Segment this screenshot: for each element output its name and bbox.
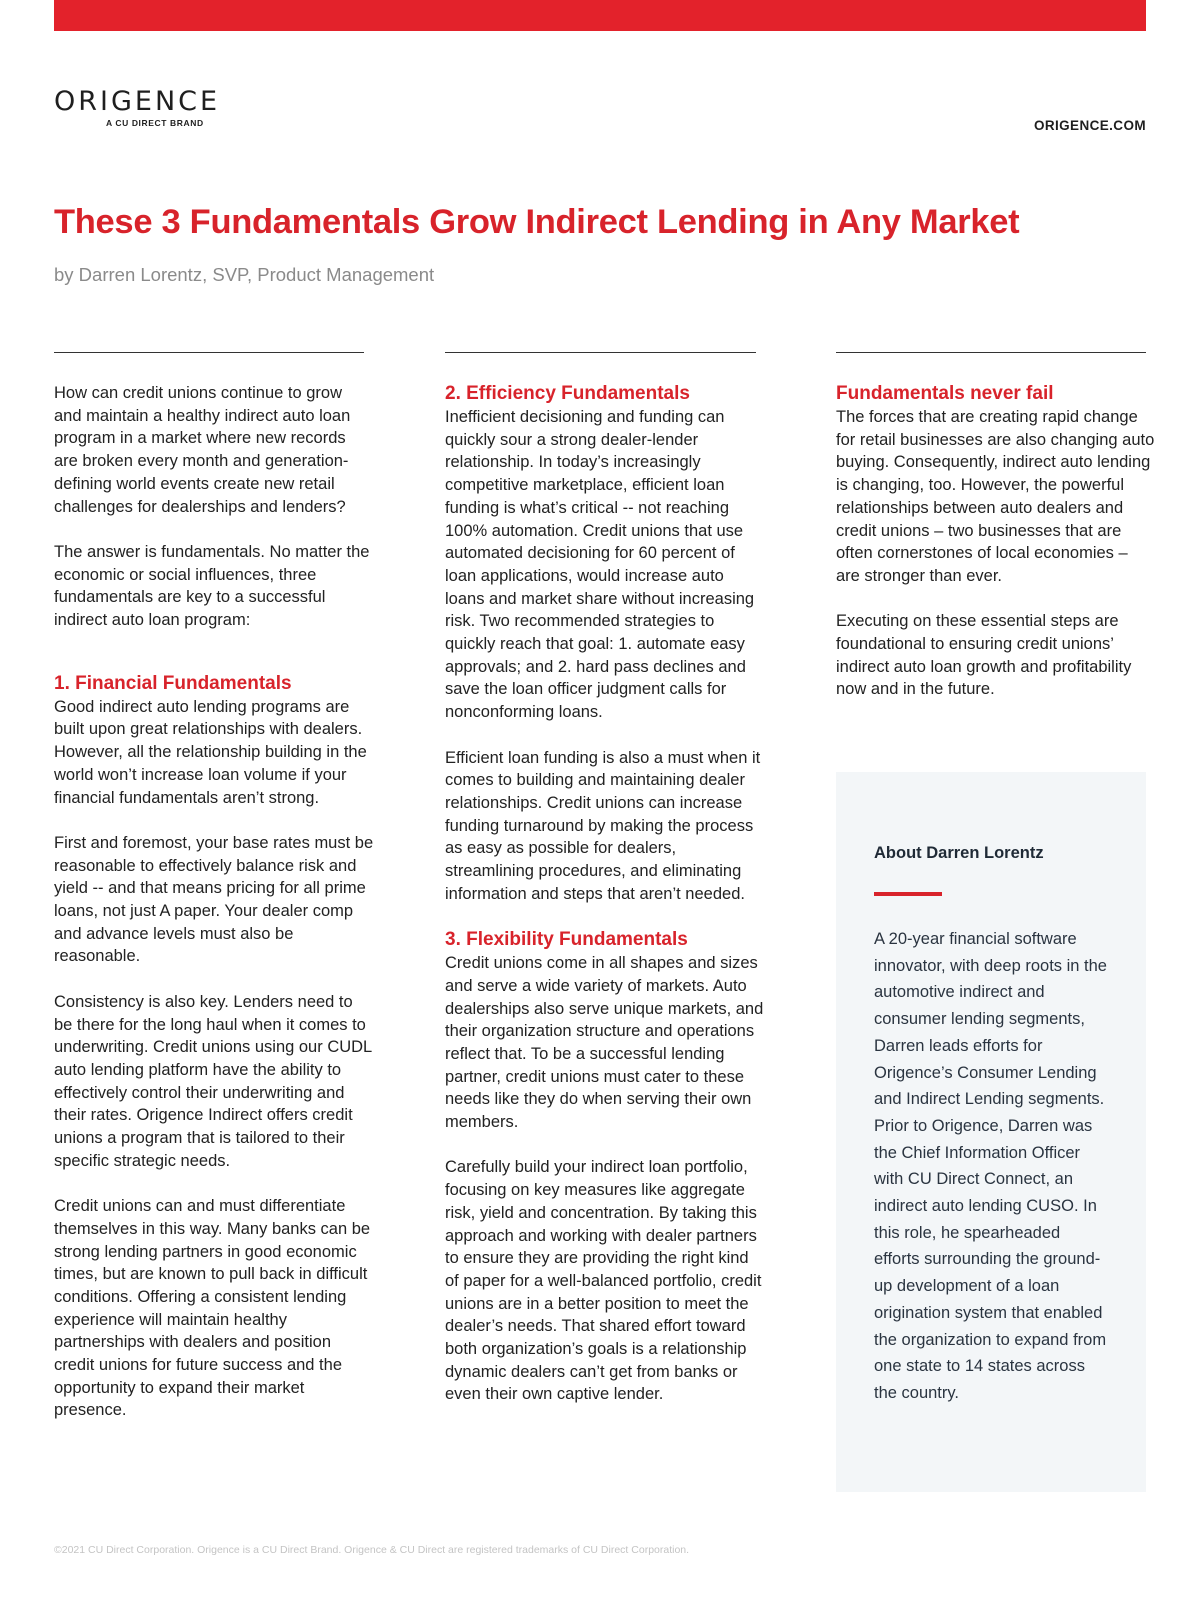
- section-heading-never-fail: Fundamentals never fail: [836, 383, 1054, 404]
- column-2: [445, 382, 765, 1429]
- body-paragraph: Carefully build your indirect loan portfolio, focusing on key measures like aggregate risk, yield and concentration. By taking this approach and working with dealer partners to ensure they are providing the right kind of paper for a well-balanced portfolio, credit unions are in a better position to meet the dealer’s needs. That shared effort toward both organization’s goals is a relationship dynamic dealers can’t get from banks or even their own captive lender.: [445, 1158, 762, 1404]
- section-heading-flexibility: 3. Flexibility Fundamentals: [445, 929, 688, 951]
- intro-paragraph: How can credit unions continue to grow and maintain a healthy indirect auto loan program in a market where new records are broken every month and generation-defining world events create new retail challenges for dealerships and lenders?: [54, 384, 351, 516]
- body-paragraph: First and foremost, your base rates must be reasonable to effectively balance risk and yield -- and that means pricing for all prime loans, not just A paper. Your dealer comp and advance levels must also be reasonable.: [54, 833, 374, 966]
- section-heading-financial: 1. Financial Fundamentals: [54, 672, 292, 694]
- body-paragraph: Credit unions can and must differentiate themselves in this way. Many banks can be strong lending partners in good economic times, but are known to pull back in difficult conditions. Offering a consistent lending experience will maintain healthy partnerships with dealers and position credit unions for future success and the opportunity to expand their market presence.: [54, 1197, 371, 1420]
- column-divider-3: [836, 352, 1146, 353]
- logo-tagline: A CU DIRECT BRAND: [106, 118, 204, 128]
- article-title: These 3 Fundamentals Grow Indirect Lending in Any Market: [54, 203, 1020, 241]
- copyright-footer: ©2021 CU Direct Corporation. Origence is a CU Direct Brand. Origence & CU Direct are registered trademarks of CU Direct Corporation.: [54, 1544, 690, 1556]
- about-author-bio: A 20-year financial software innovator, with deep roots in the automotive indirect and consumer lending segments, Darren leads efforts for Origence’s Consumer Lending and Indirect Lending segments. Prior to Origence, Darren was the Chief Information Officer with CU Direct Connect, an indirect auto lending CUSO. In this role, he spearheaded efforts surrounding the ground-up development of a loan origination system that enabled the organization to expand from one state to 14 states across the country.: [874, 930, 1107, 1402]
- body-paragraph: Credit unions come in all shapes and sizes and serve a wide variety of markets. Auto dealerships also serve unique markets, and their organization structure and operations reflect that. To be a successful lending partner, credit unions must cater to these needs like they do when serving their own members.: [445, 954, 764, 1132]
- body-paragraph: The forces that are creating rapid change for retail businesses are also changing auto buying. Consequently, indirect auto lending is changing, too. However, the powerful relationships between auto dealers and credit unions – two businesses that are often cornerstones of local economies – are stronger than ever.: [836, 408, 1155, 585]
- intro-paragraph: The answer is fundamentals. No matter the economic or social influences, three fundamentals are key to a successful indirect auto loan program:: [54, 542, 370, 630]
- column-divider-1: [54, 352, 364, 353]
- column-3: [836, 382, 1156, 724]
- about-accent-rule: [874, 892, 942, 896]
- about-author-box: [836, 772, 1146, 1492]
- top-accent-bar: [54, 0, 1146, 31]
- logo-wordmark: ORIGENCE: [54, 86, 221, 117]
- origence-logo[interactable]: [54, 88, 220, 128]
- body-paragraph: Good indirect auto lending programs are built upon great relationships with dealers. However, all the relationship building in the world won’t increase loan volume if your financial fundamentals aren’t strong.: [54, 697, 367, 807]
- article-byline: by Darren Lorentz, SVP, Product Management: [54, 264, 435, 285]
- website-link[interactable]: ORIGENCE.COM: [1033, 118, 1146, 133]
- body-paragraph: Efficient loan funding is also a must when it comes to building and maintaining dealer relationships. Credit unions can increase funding turnaround by making the process as easy as possible for dealers, streamlining procedures, and eliminating information and steps that aren’t needed.: [445, 748, 761, 903]
- body-paragraph: Executing on these essential steps are foundational to ensuring credit unions’ indirect auto loan growth and profitability now and in the future.: [836, 612, 1132, 699]
- section-heading-efficiency: 2. Efficiency Fundamentals: [445, 383, 690, 404]
- column-1: [54, 382, 374, 1445]
- body-paragraph: Inefficient decisioning and funding can quickly sour a strong dealer-lender relationship. In today’s increasingly competitive marketplace, efficient loan funding is what’s critical -- not reaching 100% automation. Credit unions that use automated decisioning for 60 percent of loan applications, would increase auto loans and market share without increasing risk. Two recommended strategies to quickly reach that goal: 1. automate easy approvals; and 2. hard pass declines and save the loan officer judgment calls for nonconforming loans.: [445, 408, 755, 722]
- column-divider-2: [445, 352, 756, 353]
- body-paragraph: Consistency is also key. Lenders need to be there for the long haul when it comes to underwriting. Credit unions using our CUDL auto lending platform have the ability to effectively control their underwriting and their rates. Origence Indirect offers credit unions a program that is tailored to their specific strategic needs.: [54, 992, 372, 1170]
- about-author-title: About Darren Lorentz: [874, 844, 1044, 862]
